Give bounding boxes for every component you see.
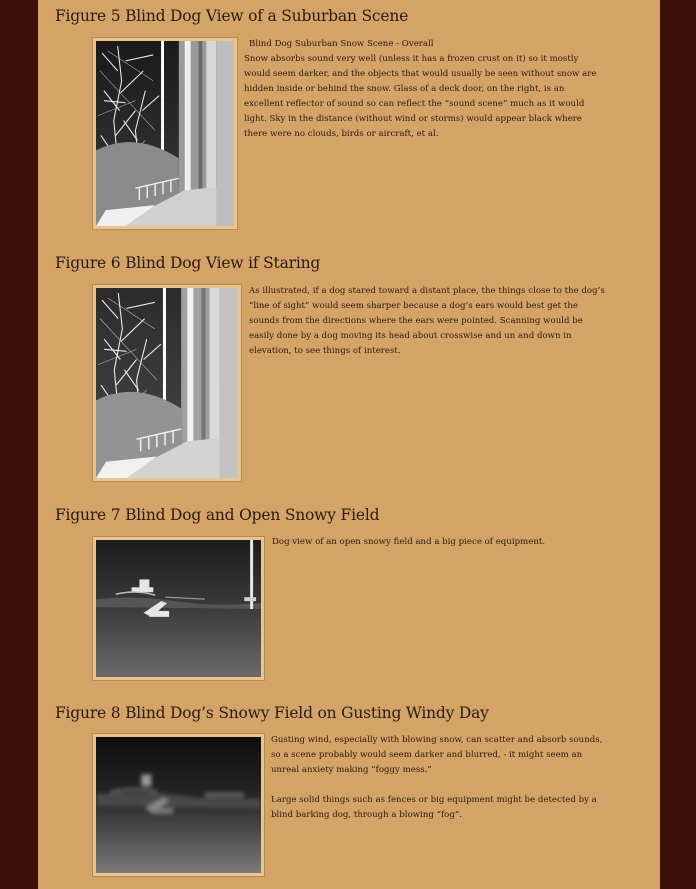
figure-6-title: Figure 6 Blind Dog View if Staring bbox=[55, 254, 321, 272]
figure-7-title: Figure 7 Blind Dog and Open Snowy Field bbox=[55, 506, 380, 524]
staring-view-image bbox=[96, 288, 238, 478]
figure-8-caption-text-2: Large solid things such as fences or big equipment might be detected by a blind barking dog, through a blowing “fog”. bbox=[271, 795, 597, 820]
figure-7-caption-text: Dog view of an open snowy field and a big piece of equipment. bbox=[272, 537, 546, 547]
figure-5-title: Figure 5 Blind Dog View of a Suburban Scene bbox=[55, 7, 409, 25]
figure-5-caption-heading: Blind Dog Suburban Snow Scene - Overall bbox=[249, 39, 434, 49]
figure-8-title: Figure 8 Blind Dog’s Snowy Field on Gusting Windy Day bbox=[55, 704, 489, 722]
figure-7-caption bbox=[272, 535, 602, 550]
figure-8-photo[interactable] bbox=[92, 733, 265, 877]
figure-5-caption bbox=[244, 37, 600, 142]
figure-8-caption bbox=[271, 733, 605, 823]
figure-5-photo[interactable] bbox=[92, 37, 238, 230]
figure-7-photo[interactable] bbox=[92, 536, 265, 681]
figure-6-caption bbox=[249, 284, 605, 359]
figure-6-caption-text: As illustrated, if a dog stared toward a distant place, the things close to the dog’s “line of sight” would seem sharper because a dog’s ears would best get the sounds from the directions where the ears were pointed. Scanning would be easily done by a dog moving its head about crosswise and un and down in elevation, to see things of interest. bbox=[249, 286, 605, 356]
open-snowy-field-image bbox=[96, 540, 261, 677]
suburban-snow-scene-image bbox=[96, 41, 234, 226]
figure-6-photo[interactable] bbox=[92, 284, 242, 482]
windy-snowy-field-image bbox=[96, 737, 261, 873]
figure-5-caption-text: Snow absorbs sound very well (unless it has a frozen crust on it) so it mostly would seem darker, and the objects that would usually be seen without snow are hidden inside or behind the snow. Glass of a deck door, on the right, is an excellent reflector of sound so can reflect the “sound scene” much as it would light. Sky in the distance (without wind or storms) would appear black where there were no clouds, birds or aircraft, et al. bbox=[244, 54, 597, 139]
figure-8-caption-text-1: Gusting wind, especially with blowing snow, can scatter and absorb sounds, so a scene probably would seem darker and blurred, - it might seem an unreal anxiety making “foggy mess.” bbox=[271, 735, 603, 775]
